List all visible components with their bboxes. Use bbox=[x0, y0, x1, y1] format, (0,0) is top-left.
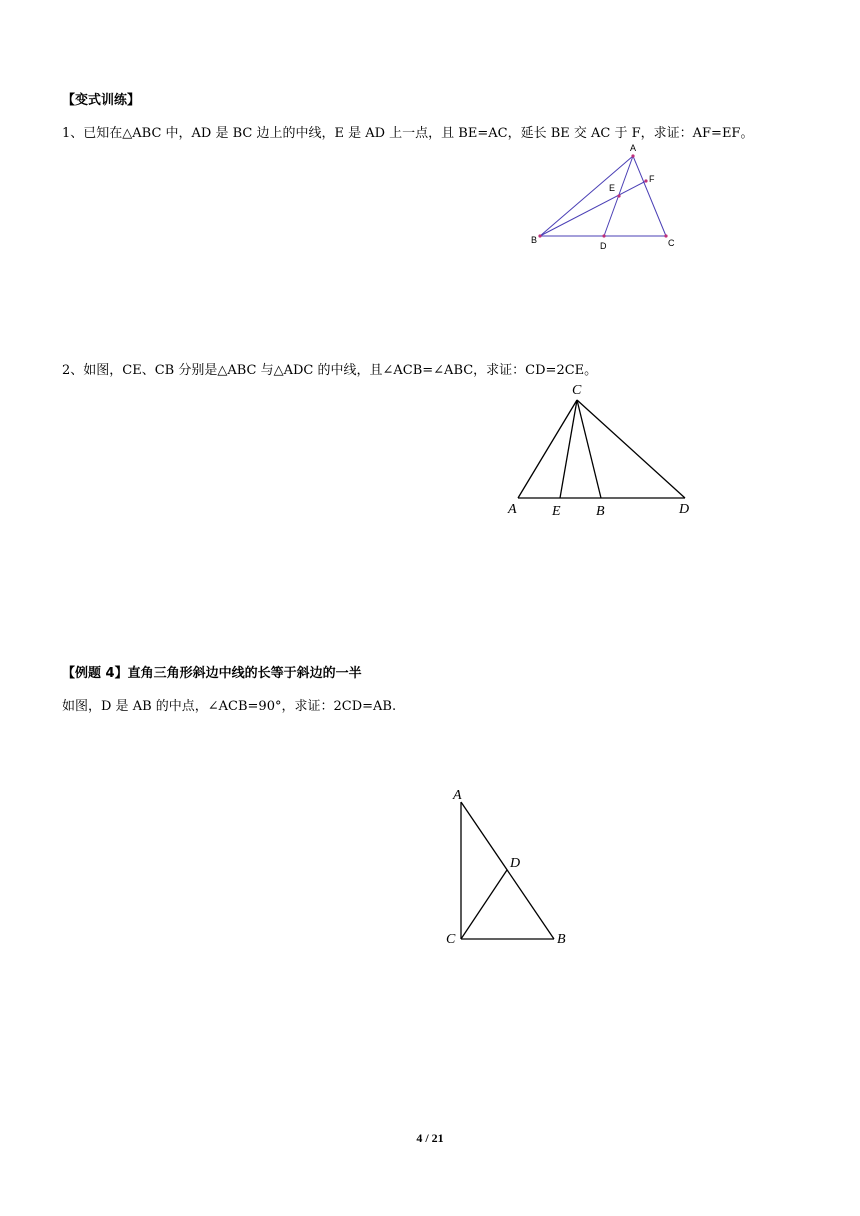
fig1-point-f bbox=[644, 179, 647, 182]
problem-2-text: 2、如图，CE、CB 分别是△ABC 与△ADC 的中线，且∠ACB=∠ABC，求证：CD=2CE。 bbox=[62, 363, 598, 378]
fig2-segment-cb bbox=[577, 400, 601, 498]
section-heading-variant-training: 【变式训练】 bbox=[62, 93, 141, 108]
fig1-label-c: C bbox=[668, 238, 675, 248]
figure-2-triangle bbox=[500, 378, 700, 523]
fig1-side-ac bbox=[633, 156, 666, 236]
page-number: 4 / 21 bbox=[416, 1131, 444, 1145]
fig2-label-d: D bbox=[679, 502, 690, 517]
example-4-text: 如图，D 是 AB 的中点，∠ACB=90°，求证：2CD=AB. bbox=[62, 699, 397, 714]
fig2-label-c: C bbox=[572, 383, 582, 398]
fig3-label-a: A bbox=[453, 788, 462, 803]
fig3-label-b: B bbox=[557, 932, 566, 947]
fig1-label-b: B bbox=[531, 235, 538, 245]
figure-1-triangle bbox=[530, 140, 690, 255]
fig1-point-e bbox=[617, 194, 620, 197]
fig1-label-d: D bbox=[600, 241, 607, 251]
fig2-label-a: A bbox=[508, 502, 517, 517]
fig1-point-b bbox=[538, 234, 541, 237]
fig2-side-cd bbox=[577, 400, 685, 498]
fig1-point-d bbox=[602, 234, 605, 237]
fig3-label-d: D bbox=[510, 856, 521, 871]
figure-3-right-triangle bbox=[440, 780, 580, 955]
fig1-label-e: E bbox=[609, 183, 616, 193]
example-4-heading: 【例题 4】直角三角形斜边中线的长等于斜边的一半 bbox=[62, 666, 362, 681]
fig3-median-cd bbox=[461, 870, 507, 939]
fig3-label-c: C bbox=[446, 932, 456, 947]
problem-1-text: 1、已知在△ABC 中，AD 是 BC 边上的中线，E 是 AD 上一点，且 BE=AC，延长 BE 交 AC 于 F，求证：AF=EF。 bbox=[62, 126, 754, 141]
fig1-point-a bbox=[631, 154, 634, 157]
fig1-line-bf bbox=[540, 181, 646, 236]
fig1-label-f: F bbox=[649, 174, 655, 184]
fig1-label-a: A bbox=[630, 143, 637, 153]
fig2-label-b: B bbox=[596, 504, 605, 519]
fig2-label-e: E bbox=[552, 504, 561, 519]
